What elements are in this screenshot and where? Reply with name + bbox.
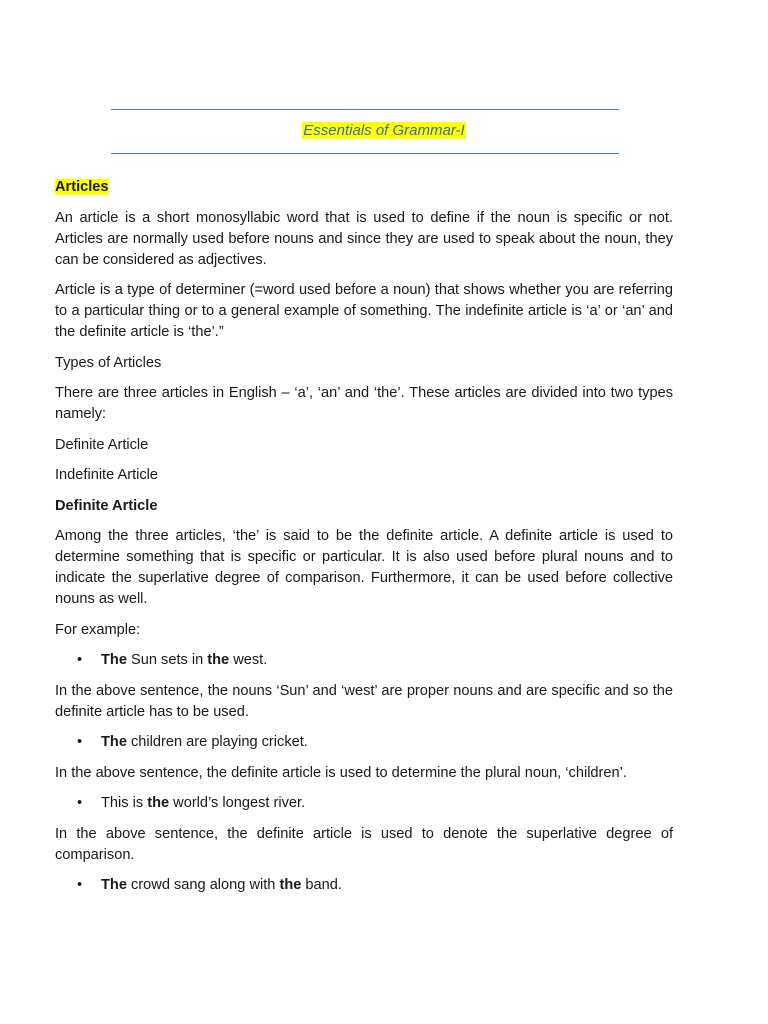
example-bullet-3 — [55, 793, 673, 814]
example-bullet-2 — [55, 732, 673, 753]
example-text: Sun sets in — [126, 652, 208, 668]
example-bullet-4 — [55, 875, 673, 896]
example-bold: The — [101, 652, 127, 668]
paragraph-article-determiner: Article is a type of determiner (=word used before a noun) that shows whether you are referring to a particular thing or to a general example of something. The indefinite article is ‘a’ or ‘an’ and the definite article is ‘the’.” — [55, 282, 673, 340]
document-title-text: Essentials of Grammar-I — [303, 122, 465, 139]
definite-article-heading: Definite Article — [55, 497, 158, 514]
type-definite-article: Definite Article — [55, 436, 149, 453]
example-bold: The — [101, 877, 127, 893]
paragraph-definite-article: Among the three articles, ‘the’ is said to be the definite article. A definite article is used to determine something that is specific or particular. It is also used before plural nouns and to indicate the superlative degree of comparison. Furthermore, it can be used before collective nouns as well. — [55, 528, 673, 607]
types-of-articles-heading: Types of Articles — [55, 354, 162, 371]
bullet-icon: • — [77, 734, 83, 750]
explanation-3: In the above sentence, the definite article is used to denote the superlative degree of comparison. — [55, 825, 673, 863]
bullet-icon: • — [77, 652, 83, 668]
example-text: band. — [301, 877, 342, 893]
example-text: This is — [101, 795, 148, 811]
paragraph-article-definition: An article is a short monosyllabic word that is used to define if the noun is specific or not. Articles are normally used before nouns and since they are used to speak about the noun, they can be considered as adjectives. — [55, 209, 673, 268]
bullet-icon: • — [77, 877, 83, 893]
example-text: children are playing cricket. — [126, 734, 308, 750]
example-bold: the — [147, 795, 170, 811]
bullet-icon: • — [77, 795, 83, 811]
paragraph-three-articles: There are three articles in English – ‘a’, ‘an’ and ‘the’. These articles are divided into two types namely: — [55, 385, 673, 422]
example-bold: the — [207, 652, 230, 668]
articles-heading: Articles — [55, 179, 109, 195]
example-bold: the — [279, 877, 302, 893]
example-bold: The — [101, 734, 127, 750]
example-text: crowd sang along with — [126, 877, 280, 893]
example-text: world’s longest river. — [169, 795, 306, 811]
for-example-label: For example: — [55, 621, 141, 638]
explanation-2: In the above sentence, the definite article is used to determine the plural noun, ‘children’. — [55, 764, 627, 781]
explanation-1: In the above sentence, the nouns ‘Sun’ and ‘west’ are proper nouns and are specific and so the definite article has to be used. — [55, 682, 673, 720]
example-bullet-1 — [55, 650, 673, 671]
title-top-rule — [111, 109, 619, 110]
title-bottom-rule — [111, 153, 619, 154]
document-title — [0, 121, 768, 141]
document-body — [55, 177, 673, 906]
example-text: west. — [229, 652, 268, 668]
type-indefinite-article: Indefinite Article — [55, 467, 159, 483]
